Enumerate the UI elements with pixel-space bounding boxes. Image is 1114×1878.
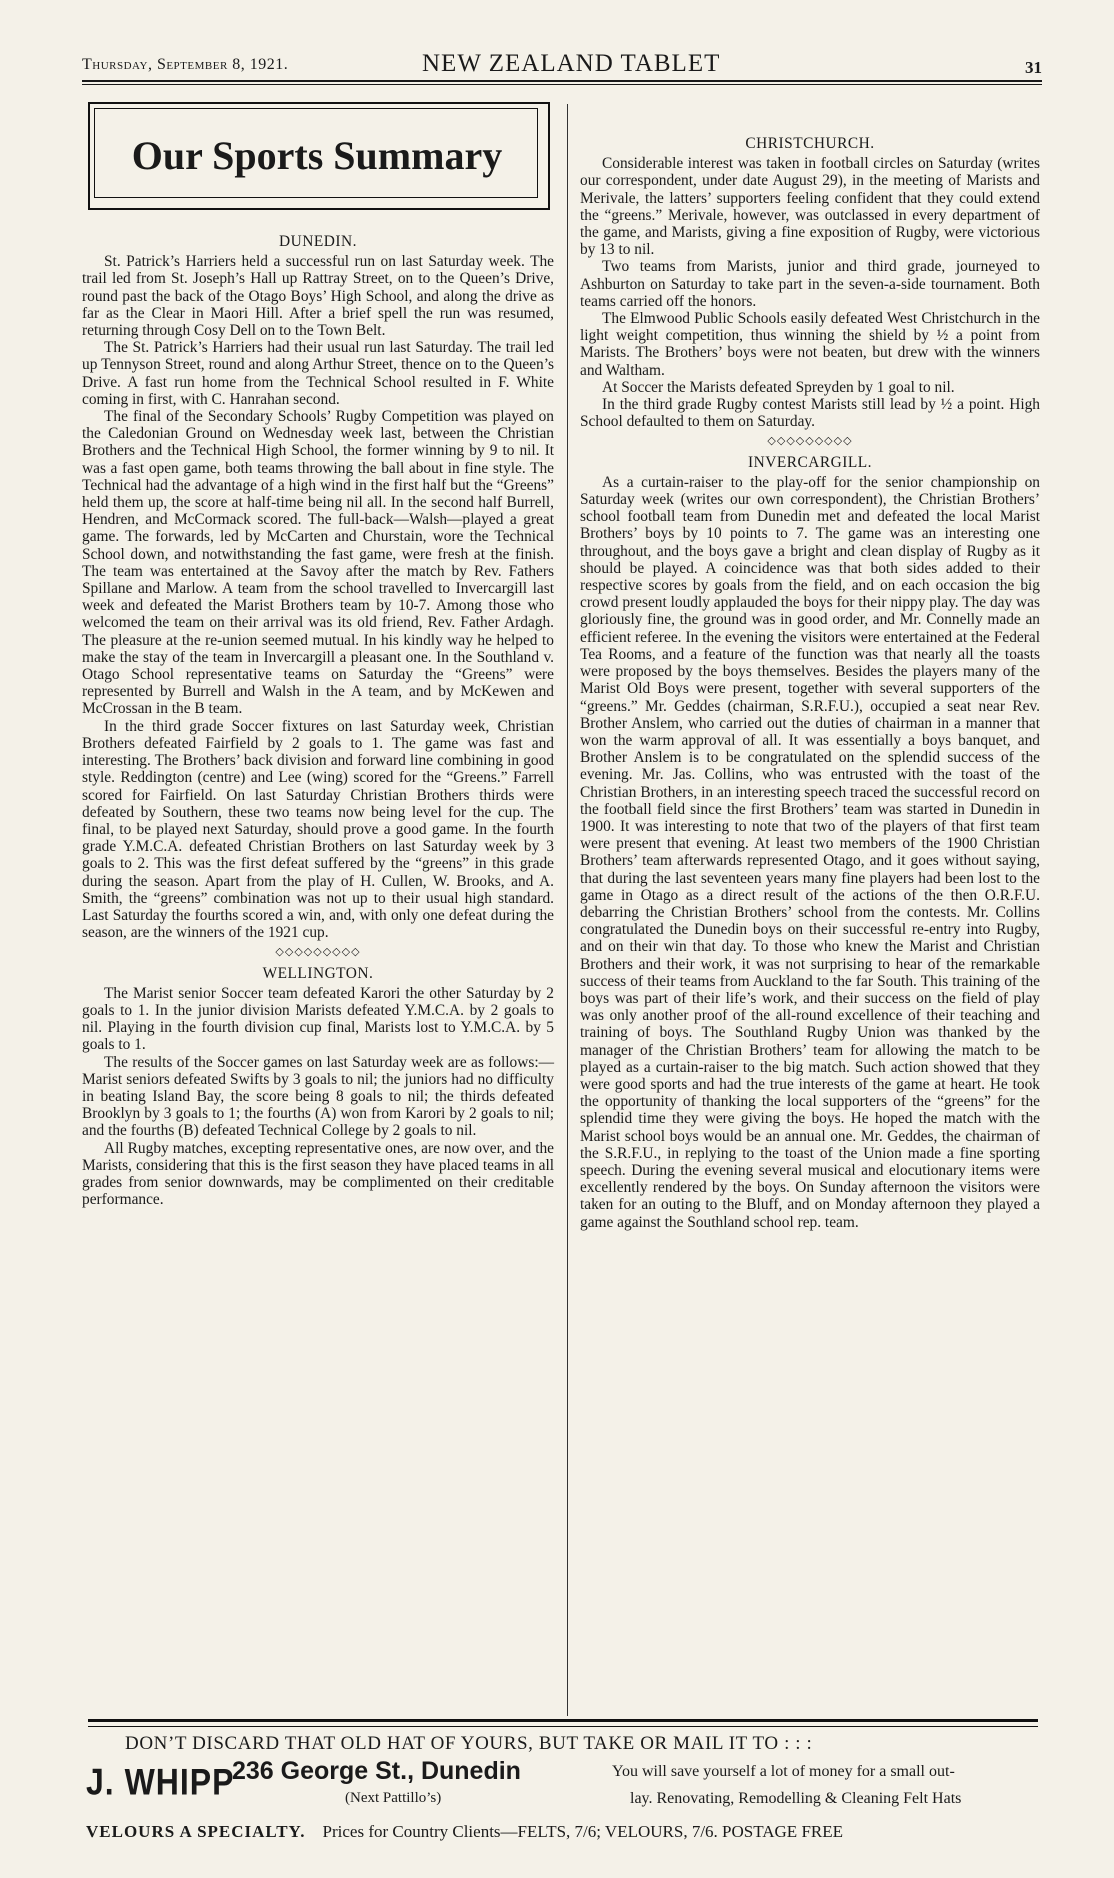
page-number: 31: [1025, 58, 1042, 77]
banner-title: Our Sports Summary: [131, 133, 503, 178]
heading-dunedin: DUNEDIN.: [279, 233, 357, 250]
right-column: [580, 132, 1040, 1231]
dunedin-paragraph-3: The final of the Secondary Schools’ Rugby Competition was played on the Caledonian Ground on Wednesday week last, between the Christian Brothers and the Technical High School, the former winning by 9 to nil. It was a fast open game, both teams throwing the ball about in fine style. The Technical had the advantage of a high wind in the first half but the “Greens” held them up, the score at half-time being nil all. In the second half Burrell, Hendren, and McCormack scored. The full-back—Walsh—played a great game. The forwards, led by McCarten and Churstain, wore the Technical School down, and notwithstanding the fast game, were fresh at the finish. The team was entertained at the Savoy after the match by Rev. Fathers Spillane and Marlow. A team from the school travelled to Invercargill last week and defeated the Marist Brothers team by 10-7. Among those who welcomed the team on their arrival was its old friend, Rev. Father Ardagh. The pleasure at the re-union seemed mutual. In his kindly way he helped to make the stay of the team in Invercargill a pleasant one. In the Southland v. Otago School representative teams on Saturday the “Greens” were represented by Burrell and Walsh in the A team, and by McKewen and McCrossan in the B team.: [82, 408, 554, 718]
dunedin-paragraph-2: The St. Patrick’s Harriers had their usual run last Saturday. The trail led up Tennyson Street, round and along Arthur Street, thence on to the Queen’s Drive. A fast run home from the Technical School resulted in F. White coming in first, with C. Hanrahan second.: [82, 339, 554, 408]
sports-summary-banner: [88, 102, 550, 210]
advert-address-note: (Next Pattillo’s): [345, 1790, 442, 1806]
christchurch-paragraph-4: At Soccer the Marists defeated Spreyden by 1 goal to nil.: [602, 378, 955, 396]
wellington-paragraph-2: The results of the Soccer games on last Saturday week are as follows:—Marist seniors defeated Swifts by 3 goals to nil; the juniors had no difficulty in beating Island Bay, the score being 8 goals to nil; the thirds defeated Brooklyn by 3 goals to 1; the fourths (A) won from Karori by 2 goals to nil; and the fourths (B) defeated Technical College by 2 goals to nil.: [82, 1053, 554, 1140]
wellington-paragraph-3: All Rugby matches, excepting representative ones, are now over, and the Marists, considering that this is the first season they have placed teams in all grades from senior downwards, may be complimented on their creditable performance.: [82, 1139, 554, 1209]
invercargill-paragraph-1: As a curtain-raiser to the play-off for the senior championship on Saturday week (writes our own correspondent), the Christian Brothers’ school football team from Dunedin met and defeated the local Marist Brothers’ boys by 10 points to 7. The game was an interesting one throughout, and the boys gave a bright and clean display of Rugby as it should be played. A coincidence was that both sides added to their respective scores by goals from the field, and on each occasion the big crowd present loudly applauded the boys for their nippy play. The day was gloriously fine, the ground was in good order, and Mr. Connelly made an efficient referee. In the evening the visitors were entertained at the Federal Tea Rooms, and a feature of the function was that nearly all the toasts were proposed by the boys themselves. Besides the players many of the Marist Old Boys were present, together with several supporters of the “greens.” Mr. Geddes (chairman, S.R.F.U.), occupied a seat near Rev. Brother Anslem, who carried out the duties of chairman in a manner that won the warm approval of all. It was essentially a boys banquet, and Brother Anslem is to be congratulated on the splendid success of the evening. Mr. Jas. Collins, who was entrusted with the toast of the Christian Brothers, in an interesting speech traced the successful record on the football field since the first Brothers’ team was started in Dunedin in 1900. It was interesting to note that two of the players of that first team were present that evening. At least two members of the 1900 Christian Brothers’ team afterwards represented Otago, and it goes without saying, that during the last seventeen years many fine players had been lost to the game in Otago as a direct result of the actions of the then O.R.F.U. debarring the Christian Brothers’ school from the contests. Mr. Collins congratulated the Dunedin boys on their successful re-entry into Rugby, and on their win that day. To those who knew the Marist and Christian Brothers and their work, it was not surprising to hear of the remarkable success of their teams from Auckland to the far South. This training of the boys was part of their life’s work, and their success on the field of play was only another proof of the all-round excellence of their teaching and training of boys. The Southland Rugby Union was thanked by the manager of the Christian Brothers’ team for allowing the match to be played as a curtain-raiser to the big match. Such action showed that they were good sports and had the true interests of the game at heart. He took the opportunity of thanking the local supporters of the “greens” for the splendid time they were giving the boys. He hoped the match with the Marist school boys would be an annual one. Mr. Geddes, the chairman of the S.R.F.U., in replying to the toast of the Union made a fine sporting speech. During the evening several musical and elocutionary items were excellently rendered by the boys. On Sunday afternoon the visitors were taken for an outing to the Bluff, and on Monday afternoon they played a game against the Southland school rep. team.: [580, 473, 1040, 1231]
dunedin-paragraph-4: In the third grade Soccer fixtures on last Saturday week, Christian Brothers defeated Fairfield by 2 goals to 1. The game was fast and interesting. The Brothers’ back division and forward line combining in good style. Reddington (centre) and Lee (wing) scored for the “Greens.” Farrell scored for Fairfield. On last Saturday Christian Brothers thirds were defeated by Southern, these two teams now being level for the cup. The final, to be played next Saturday, should prove a good game. In the fourth grade Y.M.C.A. defeated Christian Brothers on last Saturday week by 3 goals to 2. This was the first defeat suffered by the “greens” in this grade during the season. Apart from the play of H. Cullen, W. Brooks, and A. Smith, the “greens” combination was not up to their usual high standard. Last Saturday the fourths scored a win, and, with only one defeat during the season, are the winners of the 1921 cup.: [82, 717, 554, 942]
page-header: [82, 50, 1042, 80]
header-title: NEW ZEALAND TABLET: [422, 50, 721, 77]
ornament-divider: ◇◇◇◇◇◇◇◇◇: [767, 435, 853, 448]
advert-copy-line-2: lay. Renovating, Remodelling & Cleaning Felt Hats: [630, 1790, 962, 1807]
advert-business-name: J. WHIPP: [86, 1761, 235, 1803]
christchurch-paragraph-1: Considerable interest was taken in football circles on Saturday (writes our correspondent, under date August 29), in the meeting of Marists and Merivale, the latters’ supporters feeling confident that they could extend the “greens.” Merivale, however, was outclassed in every department of the game, and Marists, giving a fine exposition of Rugby, were victorious by 13 to nil.: [580, 155, 1040, 259]
christchurch-paragraph-2: Two teams from Marists, junior and third grade, journeyed to Ashburton on Saturday to take part in the seven-a-side tournament. Both teams carried off the honors.: [580, 258, 1040, 310]
advert-rule-thin: [88, 1726, 1038, 1727]
christchurch-paragraph-5: In the third grade Rugby contest Marists still lead by ½ a point. High School defaulted to them on Saturday.: [580, 396, 1040, 431]
header-rule-thin: [82, 84, 1042, 85]
wellington-paragraph-1: The Marist senior Soccer team defeated Karori the other Saturday by 2 goals to 1. In the junior division Marists defeated Y.M.C.A. by 2 goals to nil. Playing in the fourth division cup final, Marists lost to Y.M.C.A. by 5 goals to 1.: [82, 984, 554, 1054]
header-date: Thursday, September 8, 1921.: [82, 56, 289, 73]
advert-copy-line-1: You will save yourself a lot of money for a small out-: [612, 1763, 955, 1780]
left-column: [82, 230, 554, 1208]
christchurch-paragraph-3: The Elmwood Public Schools easily defeated West Christchurch in the light weight competition, thus winning the shield by ½ a point from Marists. The Brothers’ boys were not beaten, but drew with the winners and Waltham.: [580, 310, 1040, 379]
advert-headline: DON’T DISCARD THAT OLD HAT OF YOURS, BUT TAKE OR MAIL IT TO : : :: [125, 1733, 813, 1754]
heading-invercargill: INVERCARGILL.: [747, 453, 873, 471]
heading-christchurch: CHRISTCHURCH.: [745, 135, 875, 152]
advert-prices: Prices for Country Clients—FELTS, 7/6; VELOURS, 7/6. POSTAGE FREE: [322, 1822, 844, 1841]
column-divider: [567, 104, 568, 1716]
advert-rule-thick: [88, 1719, 1038, 1722]
header-rule: [82, 80, 1042, 82]
heading-wellington: WELLINGTON.: [262, 964, 374, 982]
advert-address: 236 George St., Dunedin: [232, 1757, 521, 1785]
ornament-divider: ◇◇◇◇◇◇◇◇◇: [275, 946, 361, 959]
advert-specialty: VELOURS A SPECIALTY.: [86, 1822, 306, 1841]
dunedin-paragraph-1: St. Patrick’s Harriers held a successful run on last Saturday week. The trail led from St. Joseph’s Hall up Rattray Street, on to the Queen’s Drive, round past the back of the Otago Boys’ High School, and along the drive as far as the Clear in Maori Hill. After a brief spell the run was resumed, returning through Cosy Dell on to the Town Belt.: [82, 253, 554, 340]
advert-bottom-line: [86, 1822, 1046, 1842]
